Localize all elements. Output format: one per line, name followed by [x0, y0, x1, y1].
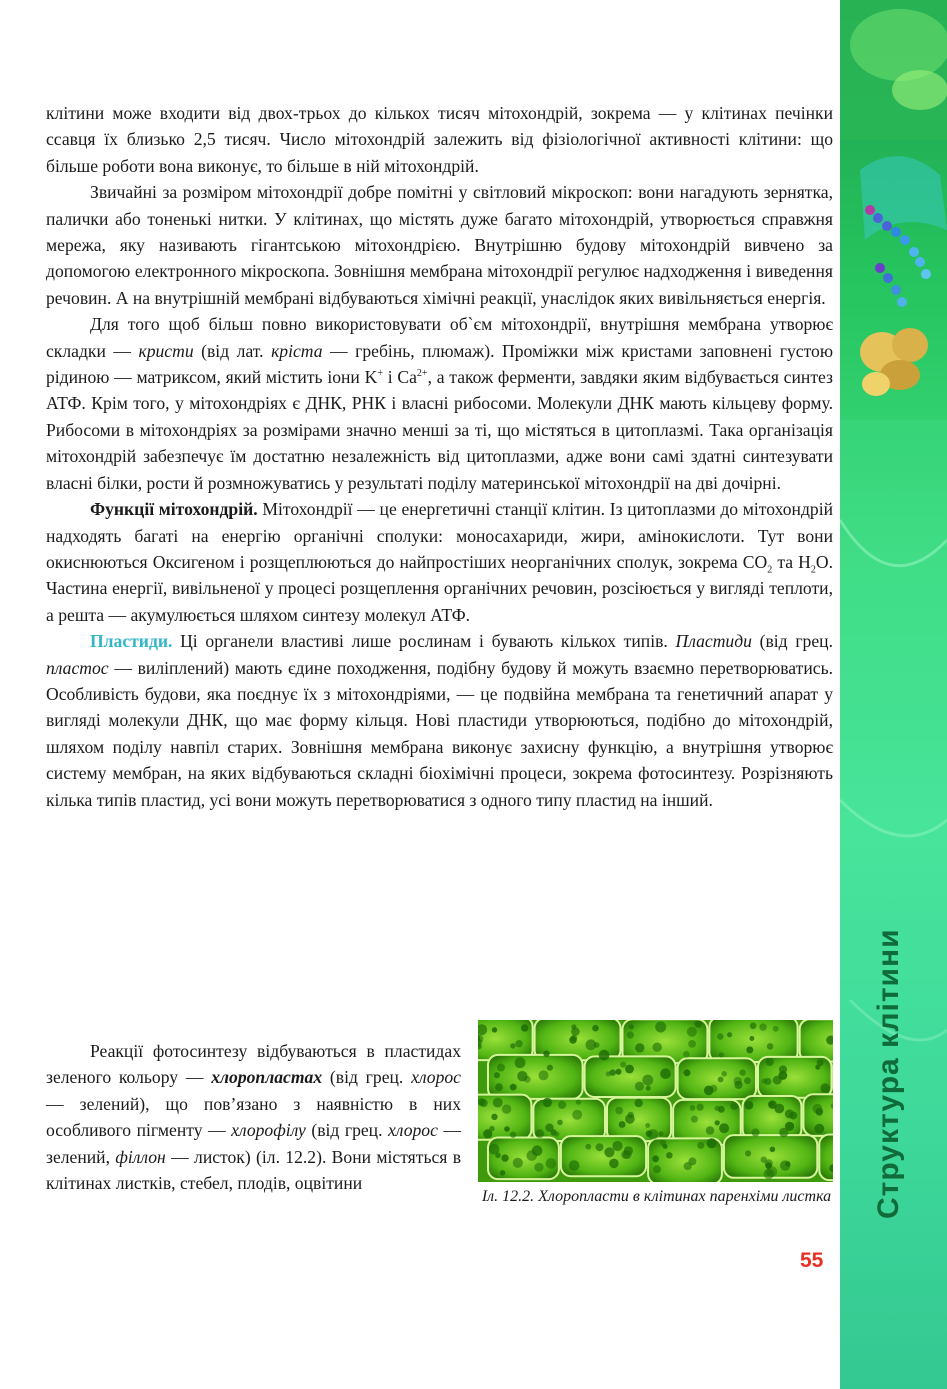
chloroplast — [745, 1150, 751, 1156]
paragraph-3 — [46, 311, 833, 496]
chloroplast — [695, 1021, 702, 1028]
chloroplast — [510, 1084, 517, 1091]
chloroplast — [596, 1143, 604, 1151]
chloroplast — [491, 1114, 497, 1120]
chloroplast — [620, 1062, 626, 1068]
chloroplast — [655, 1022, 666, 1033]
chloroplast — [645, 1123, 650, 1128]
text-run: (від грец. — [751, 631, 833, 652]
chloroplast — [764, 1078, 771, 1085]
chloroplast — [604, 1147, 614, 1157]
chloroplast — [546, 1158, 557, 1169]
chloroplast — [727, 1032, 732, 1037]
term-chloros: хлорос — [388, 1120, 438, 1141]
chloroplast — [744, 1077, 751, 1084]
chloroplast — [571, 1024, 576, 1029]
chloroplast — [710, 1085, 718, 1093]
subscript: 2 — [767, 564, 773, 576]
main-text-column — [46, 100, 833, 813]
paragraph-5 — [46, 628, 833, 813]
chloroplast — [646, 1086, 651, 1091]
chloroplast — [778, 1071, 787, 1080]
term-chlorophyll: хлорофілу — [231, 1120, 306, 1141]
chloroplast — [558, 1101, 566, 1109]
chloroplast — [730, 1102, 738, 1110]
chloroplast — [543, 1098, 552, 1107]
chloroplast — [635, 1099, 643, 1107]
chloroplast — [684, 1162, 692, 1170]
chloroplast — [820, 1083, 830, 1093]
chloroplast — [715, 1120, 720, 1125]
chloroplast — [615, 1107, 623, 1115]
chloroplast — [532, 1145, 543, 1156]
chloroplast — [721, 1071, 727, 1077]
chloroplast — [543, 1051, 549, 1057]
micrograph-illustration — [478, 1020, 833, 1182]
chloroplast — [493, 1098, 503, 1108]
chloroplast — [515, 1057, 526, 1068]
chloroplast — [816, 1108, 824, 1116]
text-run: O. Частина енергії, вивільненої у процесі розщеплення органічних речовин, розсіюється у вигляді теплоти, а решта — акумулюється шляхом синтезу молекул АТФ. — [46, 551, 833, 625]
chloroplast — [660, 1140, 666, 1146]
chloroplast — [750, 1023, 757, 1030]
page-number: 55 — [800, 1249, 824, 1272]
chloroplast — [690, 1105, 696, 1111]
chloroplast — [653, 1165, 661, 1173]
chloroplast — [691, 1116, 698, 1123]
text-run: та H — [772, 551, 811, 572]
chloroplast — [635, 1082, 644, 1091]
chloroplast — [501, 1154, 508, 1161]
chloroplast — [697, 1104, 704, 1111]
text-run: , а також ферменти, завдяки яким відбувається синтез АТФ. Крім того, у мітохондріях є ДНК, РНК і власні рибосоми. Молекули ДНК мають кільцеву форму. Рибосоми в мітохондріях за розмірами значно менші за ті, що містяться в цитоплазмі. Така організація мітохондрій забезпечує їм достатню незалежність від цитоплазми, адже вони самі здатні синтезувати власні білки, рости й розмножуватись у результаті поділу материнської мітохондрії на дві дочірні. — [46, 367, 833, 493]
text-run: — зелений, — [46, 1120, 462, 1167]
chloroplast — [572, 1110, 582, 1120]
text-run: Ці органели властиві лише рослинам і бувають кількох типів. — [172, 631, 676, 652]
chloroplast — [780, 1160, 790, 1170]
ion-charge: + — [377, 368, 383, 380]
chloroplast — [642, 1075, 653, 1086]
chloroplast — [555, 1132, 560, 1137]
chloroplast — [739, 1069, 745, 1075]
chloroplast — [759, 1023, 766, 1030]
text-run: (від лат. — [193, 340, 272, 361]
chloroplast — [502, 1104, 511, 1113]
section-heading-mitochondria-functions: Функції мітохондрій. — [90, 499, 258, 520]
term-kristy: кристи — [138, 340, 194, 361]
text-run: Реакції фотосинтезу відбуваються в пластидах зеленого кольору — — [46, 1041, 461, 1088]
chloroplast — [765, 1159, 773, 1167]
chloroplast — [515, 1040, 522, 1047]
chloroplast-micrograph — [478, 1020, 833, 1182]
chloroplast — [521, 1024, 529, 1032]
text-run: (від грец. — [322, 1067, 412, 1088]
plant-cell — [819, 1135, 833, 1181]
chapter-title-vertical: Структура клітини — [872, 928, 905, 1219]
chloroplast — [768, 1101, 774, 1107]
text-run: (від грец. — [305, 1120, 388, 1141]
paragraph-1: клітини може входити від двох-трьох до кількох тисяч мітохондрій, зокрема — у клітинах печінки ссавця їх близько 2,5 тисяч. Число мітохондрій залежить від фізіологічної активності клітини: що більше роботи вона виконує, то більше в ній мітохондрій. — [46, 103, 833, 176]
plant-cell — [488, 1055, 583, 1099]
chloroplast — [524, 1076, 531, 1083]
chloroplast — [535, 1129, 544, 1138]
chloroplast — [745, 1101, 754, 1110]
chloroplast — [717, 1033, 723, 1039]
chloroplast — [619, 1121, 626, 1128]
chloroplast — [734, 1077, 742, 1085]
chloroplast — [770, 1147, 776, 1153]
chloroplast — [817, 1059, 824, 1066]
paragraph-6 — [46, 1038, 461, 1196]
chloroplast — [547, 1065, 553, 1071]
chloroplast — [497, 1064, 505, 1072]
chloroplast — [719, 1123, 729, 1133]
lower-left-text — [46, 1038, 461, 1196]
chloroplast — [504, 1126, 510, 1132]
chloroplast — [774, 1104, 784, 1114]
chloroplast — [586, 1039, 597, 1050]
text-run: Мітохондрії — це енергетичні станції клітин. Із цитоплазми до мітохондрій надходять багаті на енергію органічні сполуки: моносахариди, жири, амінокислоти. Тут вони окиснюються Оксигеном і розщеплюються до найпростіших неорганічних сполук, зокрема CO — [46, 499, 833, 572]
chloroplast — [510, 1043, 515, 1048]
chloroplast — [719, 1052, 724, 1057]
chloroplast — [766, 1166, 777, 1177]
chloroplast — [648, 1129, 658, 1139]
paragraph-2: Звичайні за розміром мітохондрії добре помітні у світловий мікроскоп: вони нагадують зернятка, палички або тоненькі нитки. У клітинах, що містять дуже багато мітохондрій, утворюється справжня мережа, яку називають гігантською мітохондрією. Внутрішню будову мітохондрій вивчено за допомогою електронного мікроскопа. Зовнішня мембрана мітохондрії регулює надходження і виведення речовин. А на внутрішній мембрані відбуваються хімічні реакції, унаслідок яких вивільняється енергія. — [46, 182, 833, 308]
chloroplast — [785, 1122, 794, 1131]
text-run: — листок) (іл. 12.2). Вони містяться в клітинах листків, стебел, плодів, оцвітини — [46, 1146, 462, 1194]
term-chloros: хлорос — [411, 1067, 461, 1088]
chloroplast — [494, 1072, 500, 1078]
chloroplast — [539, 1070, 549, 1080]
chloroplast — [718, 1077, 724, 1083]
term-krista: кріста — [271, 340, 323, 361]
chloroplast — [571, 1035, 578, 1042]
subscript: 2 — [810, 564, 816, 576]
chloroplast — [585, 1144, 591, 1150]
chloroplast — [513, 1158, 523, 1168]
text-run: — зелений), що пов’язано з наявністю в них особливого пігменту — — [46, 1093, 461, 1141]
chloroplast — [773, 1026, 779, 1032]
chloroplast — [751, 1128, 759, 1136]
chloroplast — [715, 1106, 720, 1111]
chloroplast — [766, 1058, 774, 1066]
term-plastos: пластос — [46, 657, 109, 678]
chloroplast — [629, 1024, 634, 1029]
text-run: — виліплений) мають єдине походження, подібну будову й можуть взаємно перетворюватись. Особливість будови, яка поєднує їх з мітохондріями, — це подвійна мембрана та генетичний апарат у вигляді молекули ДНК, що має форму кільця. Нові пластиди утворюються, подібно до мітохондрій, шляхом поділу навпіл старих. Зовнішня мембрана виконує захисну функцію, а внутрішня утворює систему мембран, на яких відбуваються складні біохімічні процеси, зокрема фотосинтезу. Розрізняють кілька типів пластид, усі вони можуть перетворюватися з одного типу пластид на інший. — [46, 657, 833, 810]
chloroplast — [687, 1027, 697, 1037]
figure-caption: Іл. 12.2. Хлоропласти в клітинах паренхіми листка — [481, 1188, 832, 1205]
chloroplast — [616, 1069, 622, 1075]
chloroplast — [492, 1027, 497, 1032]
chloroplast — [592, 1025, 599, 1032]
chloroplast — [706, 1126, 714, 1134]
text-run: і Ca — [382, 367, 417, 388]
paragraph-4 — [46, 496, 833, 628]
chloroplast — [635, 1043, 644, 1052]
chloroplast — [659, 1131, 664, 1136]
chloroplast — [653, 1043, 662, 1052]
chloroplast — [576, 1100, 581, 1105]
chloroplast — [612, 1141, 622, 1151]
chloroplast — [767, 1043, 774, 1050]
chloroplast — [557, 1120, 563, 1126]
term-phyllon: філлон — [115, 1146, 166, 1167]
chloroplast — [510, 1132, 516, 1138]
plant-cell — [488, 1138, 559, 1180]
chloroplast — [609, 1159, 619, 1169]
chloroplast — [480, 1099, 488, 1107]
chloroplast — [628, 1112, 634, 1118]
term-chloroplasts: хлоропластах — [211, 1067, 323, 1088]
chloroplast — [746, 1046, 753, 1053]
chloroplast — [534, 1163, 543, 1172]
chloroplast — [707, 1138, 717, 1148]
term-plastydy: Пластиди — [675, 631, 752, 652]
chloroplast — [495, 1083, 503, 1091]
chloroplast — [684, 1069, 691, 1076]
chloroplast — [625, 1065, 634, 1074]
chloroplast — [627, 1031, 634, 1038]
section-heading-plastids: Пластиди. — [90, 631, 173, 652]
chloroplast — [569, 1160, 580, 1171]
chloroplast — [683, 1051, 690, 1058]
text-run: Для того щоб більш повно використовувати об`єм мітохондрії, внутрішня мембрана утворює складки — — [46, 314, 833, 361]
chloroplast — [814, 1124, 824, 1134]
text-run: — гребінь, плюмаж). Проміжки між кристами заповнені густою рідиною — матриксом, який містить іони K — [46, 340, 833, 388]
chloroplast — [666, 1152, 673, 1159]
chloroplast — [660, 1068, 671, 1079]
chloroplast — [623, 1150, 632, 1159]
chloroplast — [495, 1153, 501, 1159]
chloroplast — [688, 1040, 696, 1048]
chloroplast — [697, 1142, 704, 1149]
chloroplast — [483, 1129, 492, 1138]
chloroplast — [610, 1069, 616, 1075]
chloroplast — [785, 1109, 794, 1118]
chloroplast — [599, 1050, 610, 1061]
ion-charge: 2+ — [416, 368, 428, 380]
chloroplast — [500, 1170, 505, 1175]
plant-cell — [678, 1058, 756, 1099]
chloroplast — [652, 1155, 659, 1162]
chloroplast — [749, 1036, 754, 1041]
